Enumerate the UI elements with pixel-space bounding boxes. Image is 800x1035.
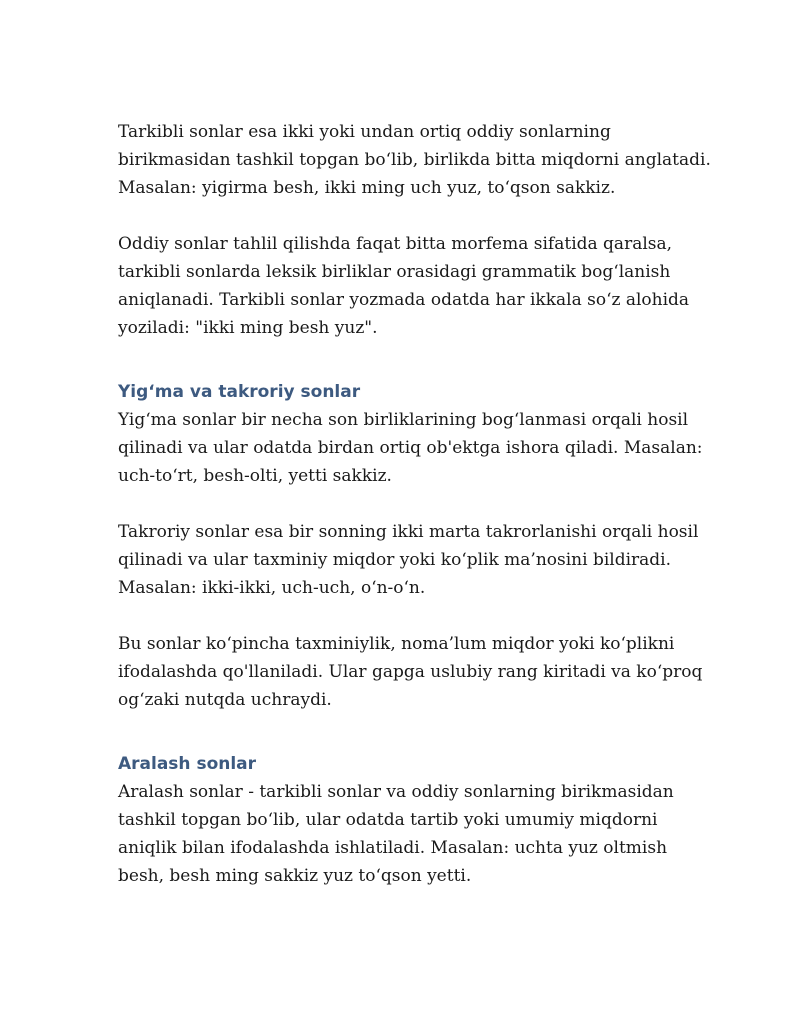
paragraph-collective-numbers: Yig‘ma sonlar bir necha son birliklarining bog‘lanmasi orqali hosil qilinadi va ular odatda birdan ortiq ob'ektga ishora qiladi. Masalan: uch-to‘rt, besh-olti, yetti sakkiz. xyxy=(118,410,703,486)
paragraph-spacer xyxy=(118,342,718,370)
paragraph-usage-notes: Bu sonlar ko‘pincha taxminiylik, noma’lum miqdor yoki ko‘plikni ifodalashda qo'llaniladi. Ular gapga uslubiy rang kiritadi va ko‘proq og‘zaki nutqda uchraydi. xyxy=(118,634,703,710)
paragraph-compound-numbers: Tarkibli sonlar esa ikki yoki undan ortiq oddiy sonlarning birikmasidan tashkil topgan bo‘lib, birlikda bitta miqdorni anglatadi. Masalan: yigirma besh, ikki ming uch yuz, to‘qson sakkiz. xyxy=(118,122,711,198)
section-heading-collective-repeated: Yig‘ma va takroriy sonlar xyxy=(118,382,361,402)
paragraph-spacer xyxy=(118,714,718,742)
section-heading-mixed-numbers: Aralash sonlar xyxy=(118,754,257,774)
paragraph-mixed-numbers: Aralash sonlar - tarkibli sonlar va oddiy sonlarning birikmasidan tashkil topgan bo‘lib, ular odatda tartib yoki umumiy miqdorni aniqlik bilan ifodalashda ishlatiladi. Masalan: uchta yuz oltmish besh, besh ming sakkiz yuz to‘qson yetti. xyxy=(118,782,674,886)
paragraph-spacer xyxy=(118,602,718,630)
paragraph-spacer xyxy=(118,490,718,518)
document-body xyxy=(118,118,718,890)
paragraph-repeated-numbers: Takroriy sonlar esa bir sonning ikki marta takrorlanishi orqali hosil qilinadi va ular taxminiy miqdor yoki ko‘plik ma’nosini bildiradi. Masalan: ikki-ikki, uch-uch, o‘n-o‘n. xyxy=(118,522,699,598)
paragraph-simple-vs-compound: Oddiy sonlar tahlil qilishda faqat bitta morfema sifatida qaralsa, tarkibli sonlarda leksik birliklar orasidagi grammatik bog‘lanish aniqlanadi. Tarkibli sonlar yozmada odatda har ikkala so‘z alohida yoziladi: "ikki ming besh yuz". xyxy=(118,234,690,338)
paragraph-spacer xyxy=(118,202,718,230)
